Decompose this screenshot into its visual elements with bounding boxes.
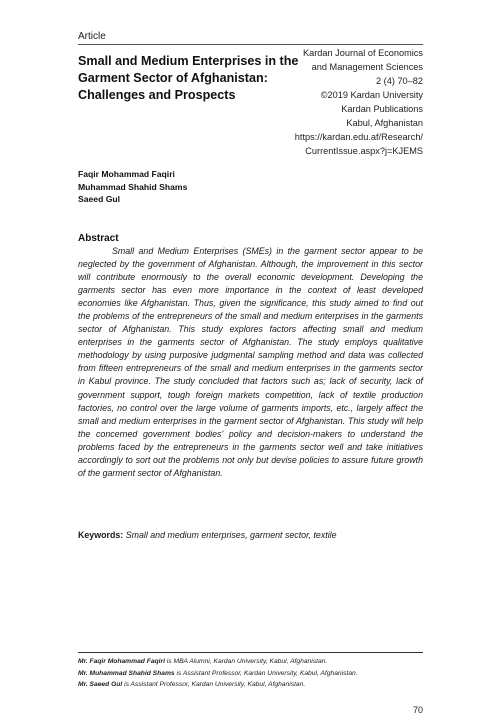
footnote-affiliation: is Assistant Professor, Kardan University, Kabul, Afghanistan. [174, 669, 358, 677]
abstract-body: Small and Medium Enterprises (SMEs) in the garment sector appear to be neglected by the government of Afghanistan. Although, the improvement in this sector will contribute enormously to the overall economic development. Developing the garments sector has even more importance in the context of least developed economies like Afghanistan. Thus, given the significance, this study aimed to find out the problems of the entrepreneurs of the small and medium enterprises in the garments sector of Afghanistan. This study explores factors affecting small and medium enterprises in the garments sector of Afghanistan. The study employs qualitative methodology by using purposive judgmental sampling method and data was collected from fifteen entrepreneurs of the small and medium enterprises in the garments sector in Kabul province. The study concluded that factors such as; lack of security, lack of government support, tough foreign markets competition, lack of textile production factories, no control over the large volume of garments imports, etc., largely affect the small and medium enterprises in the garment sector of Afghanistan. This study will help the concerned government bodies' policy and decision-makers to understand the problems faced by the entrepreneurs in the garments sector well and take initiatives accordingly to sort out the problems not only but devise policies to assure future growth of the garment sector of Afghanistan. [78, 246, 423, 478]
keywords [78, 530, 423, 540]
journal-line: Kardan Journal of Economics [302, 48, 423, 58]
journal-url-line[interactable]: https://kardan.edu.af/Research/ [294, 132, 423, 142]
footnote-rule [78, 652, 423, 653]
footnote-author: Mr. Faqir Mohammad Faqiri [78, 658, 165, 665]
journal-info [223, 46, 423, 158]
journal-line: 2 (4) 70–82 [376, 76, 423, 86]
abstract-heading: Abstract [78, 233, 119, 244]
journal-url-line[interactable]: CurrentIssue.aspx?j=KJEMS [305, 146, 423, 156]
header-rule [78, 44, 423, 45]
footnote-author: Mr. Muhammad Shahid Shams [78, 669, 175, 677]
journal-line: Kabul, Afghanistan [346, 118, 423, 128]
footnote [78, 668, 423, 680]
footnote [78, 679, 423, 691]
paper-title: Small and Medium Enterprises in the Garment Sector of Afghanistan: Challenges and Prospects [78, 54, 299, 102]
footnote-author: Mr. Saeed Gul [78, 681, 123, 689]
author-name: Faqir Mohammad Faqiri [78, 169, 175, 179]
keywords-label: Keywords: [78, 530, 124, 540]
keywords-text: Small and medium enterprises, garment sector, textile [125, 530, 337, 540]
author-list [78, 168, 187, 206]
footnote [78, 656, 423, 668]
footnote-affiliation: is MBA Alumni, Kardan University, Kabul, Afghanistan. [164, 658, 328, 665]
page-number: 70 [412, 705, 423, 715]
author-name: Muhammad Shahid Shams [78, 181, 188, 192]
journal-line: and Management Sciences [311, 62, 423, 72]
author-name: Saeed Gul [78, 194, 121, 205]
footnote-affiliation: is Assistant Professor, Kardan University, Kabul, Afghanistan. [122, 681, 306, 689]
journal-line: Kardan Publications [341, 104, 423, 114]
journal-line: ©2019 Kardan University [320, 90, 423, 100]
article-label: Article [78, 31, 106, 42]
footnotes [78, 656, 423, 691]
